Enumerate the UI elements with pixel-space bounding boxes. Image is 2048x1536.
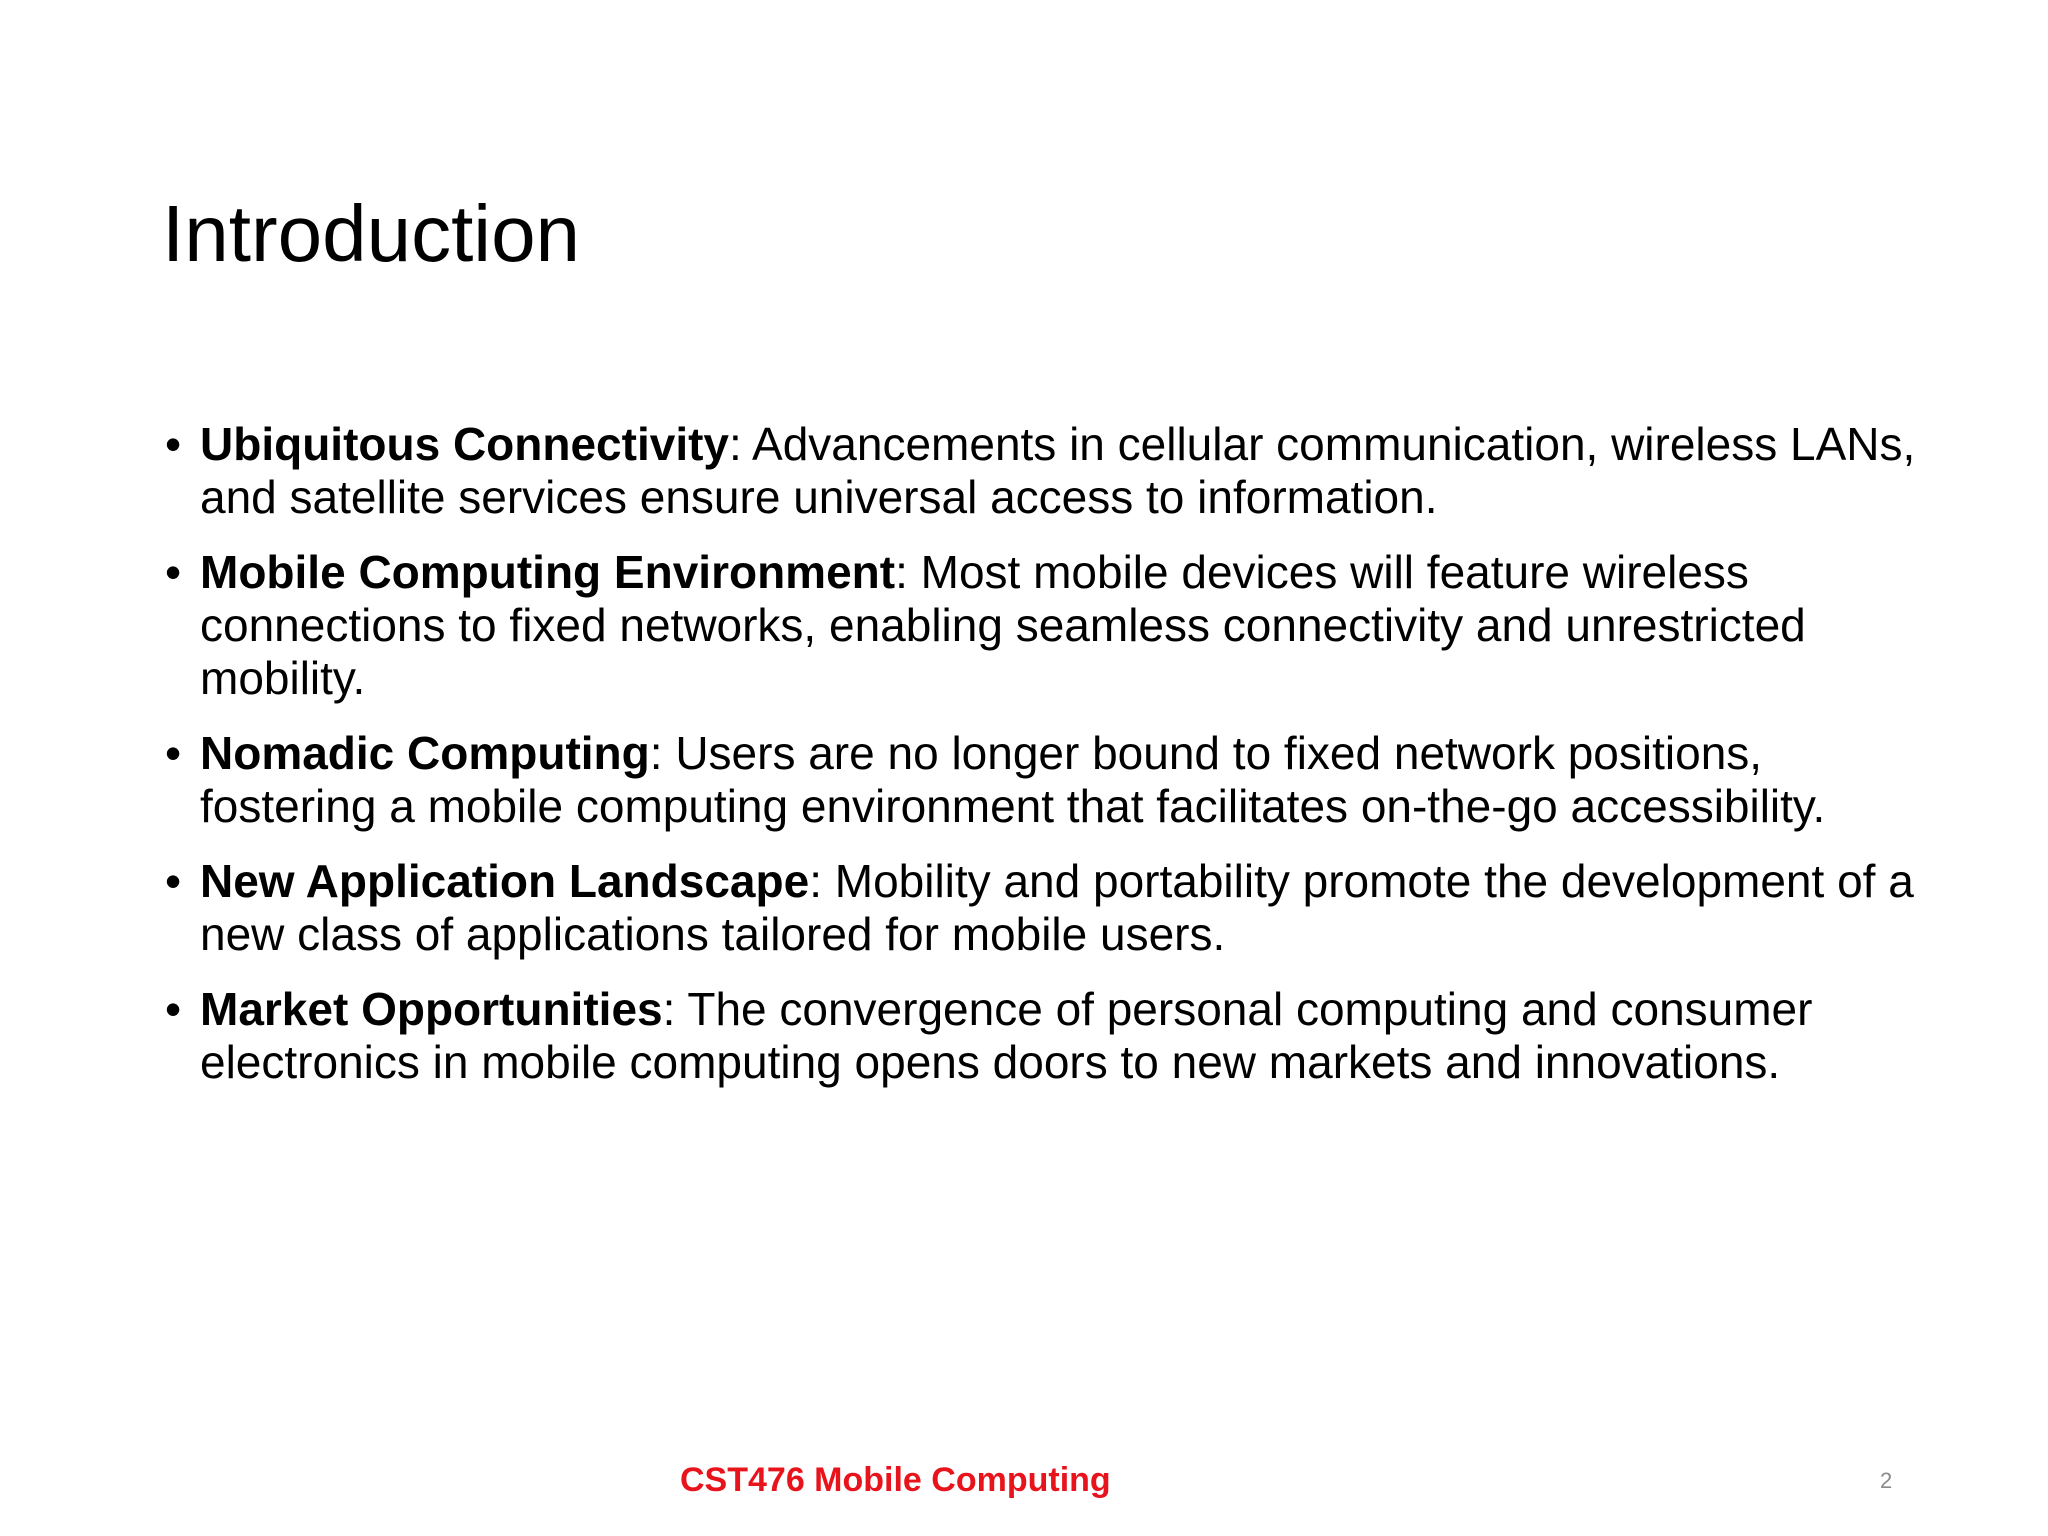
bullet-text: : Users are no longer bound to fixed network positions, fostering a mobile computing environment that facilitates on-the-go accessibility.	[200, 727, 1826, 832]
bullet-icon: •	[165, 855, 182, 907]
bullet-term: New Application Landscape	[200, 855, 810, 907]
bullet-text: : Mobility and portability promote the development of a new class of applications tailored for mobile users.	[200, 855, 1914, 960]
bullet-list	[165, 418, 1925, 1111]
slide-title: Introduction	[162, 189, 581, 278]
bullet-item-nomadic-computing	[165, 727, 1925, 833]
bullet-text: : Most mobile devices will feature wireless connections to fixed networks, enabling seamless connectivity and unrestricted mobility.	[200, 546, 1806, 704]
bullet-item-mobile-computing-environment	[165, 546, 1925, 705]
bullet-term: Mobile Computing Environment	[200, 546, 896, 598]
bullet-icon: •	[165, 983, 182, 1035]
bullet-item-new-application-landscape	[165, 855, 1925, 961]
bullet-item-ubiquitous-connectivity	[165, 418, 1925, 524]
bullet-term: Ubiquitous Connectivity	[200, 418, 729, 470]
bullet-text: : The convergence of personal computing and consumer electronics in mobile computing opens doors to new markets and innovations.	[200, 983, 1813, 1088]
bullet-text: : Advancements in cellular communication, wireless LANs, and satellite services ensure universal access to information.	[200, 418, 1916, 523]
bullet-icon: •	[165, 418, 182, 470]
footer-course-title: CST476 Mobile Computing	[680, 1461, 1111, 1499]
page-number: 2	[1880, 1468, 1893, 1493]
bullet-item-market-opportunities	[165, 983, 1925, 1089]
bullet-icon: •	[165, 546, 182, 598]
bullet-term: Nomadic Computing	[200, 727, 650, 779]
bullet-term: Market Opportunities	[200, 983, 663, 1035]
bullet-icon: •	[165, 727, 182, 779]
